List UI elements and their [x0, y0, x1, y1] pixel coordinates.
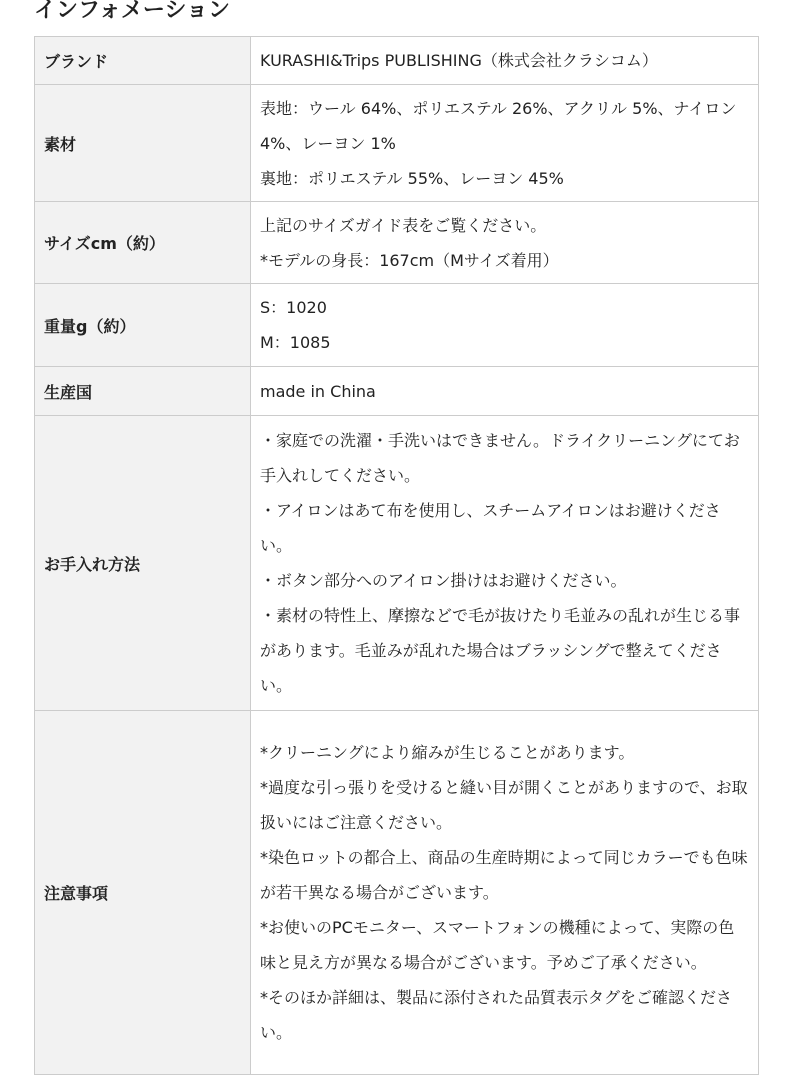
- value-line: *染色ロットの都合上、商品の生産時期によって同じカラーでも色味が若干異なる場合がございます。: [260, 848, 748, 902]
- row-label: 生産国: [35, 367, 251, 416]
- value-line: *過度な引っ張りを受けると縫い目が開くことがありますので、お取扱いにはご注意ください。: [260, 778, 748, 832]
- row-label: 重量g（約）: [35, 284, 251, 367]
- row-value: [251, 711, 759, 1075]
- value-line: *そのほか詳細は、製品に添付された品質表示タグをご確認ください。: [260, 988, 733, 1042]
- table-row-brand: [35, 37, 759, 85]
- row-value: [251, 202, 759, 284]
- row-value: [251, 37, 759, 85]
- value-line: 上記のサイズガイド表をご覧ください。: [260, 215, 547, 235]
- table-row-care: [35, 416, 759, 711]
- table-row-size: [35, 202, 759, 284]
- value-line: 表地：ウール 64%、ポリエステル 26%、アクリル 5%、ナイロン 4%、レーヨン 1%: [260, 98, 737, 153]
- table-row-origin: [35, 367, 759, 416]
- value-line: M：1085: [260, 333, 331, 352]
- row-value: [251, 416, 759, 711]
- row-label: 素材: [35, 85, 251, 202]
- value-line: ・アイロンはあて布を使用し、スチームアイロンはお避けください。: [260, 501, 721, 555]
- table-row-weight: [35, 284, 759, 367]
- row-label: ブランド: [35, 37, 251, 85]
- value-line: ・家庭での洗濯・手洗いはできません。ドライクリーニングにてお手入れしてください。: [260, 431, 740, 485]
- row-label: お手入れ方法: [35, 416, 251, 711]
- row-value: [251, 284, 759, 367]
- value-line: 裏地：ポリエステル 55%、レーヨン 45%: [260, 168, 564, 188]
- row-label: 注意事項: [35, 711, 251, 1075]
- row-value: [251, 367, 759, 416]
- value-line: *お使いのPCモニター、スマートフォンの機種によって、実際の色味と見え方が異なる場合がございます。予めご了承ください。: [260, 918, 735, 972]
- value-line: S：1020: [260, 298, 327, 317]
- value-line: KURASHI&Trips PUBLISHING（株式会社クラシコム）: [260, 51, 658, 70]
- table-row-material: [35, 85, 759, 202]
- info-table: [34, 36, 759, 1075]
- value-line: *モデルの身長：167cm（Mサイズ着用）: [260, 250, 559, 270]
- value-line: ・素材の特性上、摩擦などで毛が抜けたり毛並みの乱れが生じる事があります。毛並みが乱れた場合はブラッシングで整えてください。: [260, 606, 741, 695]
- row-label: サイズcm（約）: [35, 202, 251, 284]
- value-line: *クリーニングにより縮みが生じることがあります。: [260, 743, 635, 762]
- row-value: [251, 85, 759, 202]
- value-line: made in China: [260, 381, 376, 401]
- value-line: ・ボタン部分へのアイロン掛けはお避けください。: [260, 571, 627, 590]
- table-row-notes: [35, 711, 759, 1075]
- section-title: インフォメーション: [34, 0, 231, 23]
